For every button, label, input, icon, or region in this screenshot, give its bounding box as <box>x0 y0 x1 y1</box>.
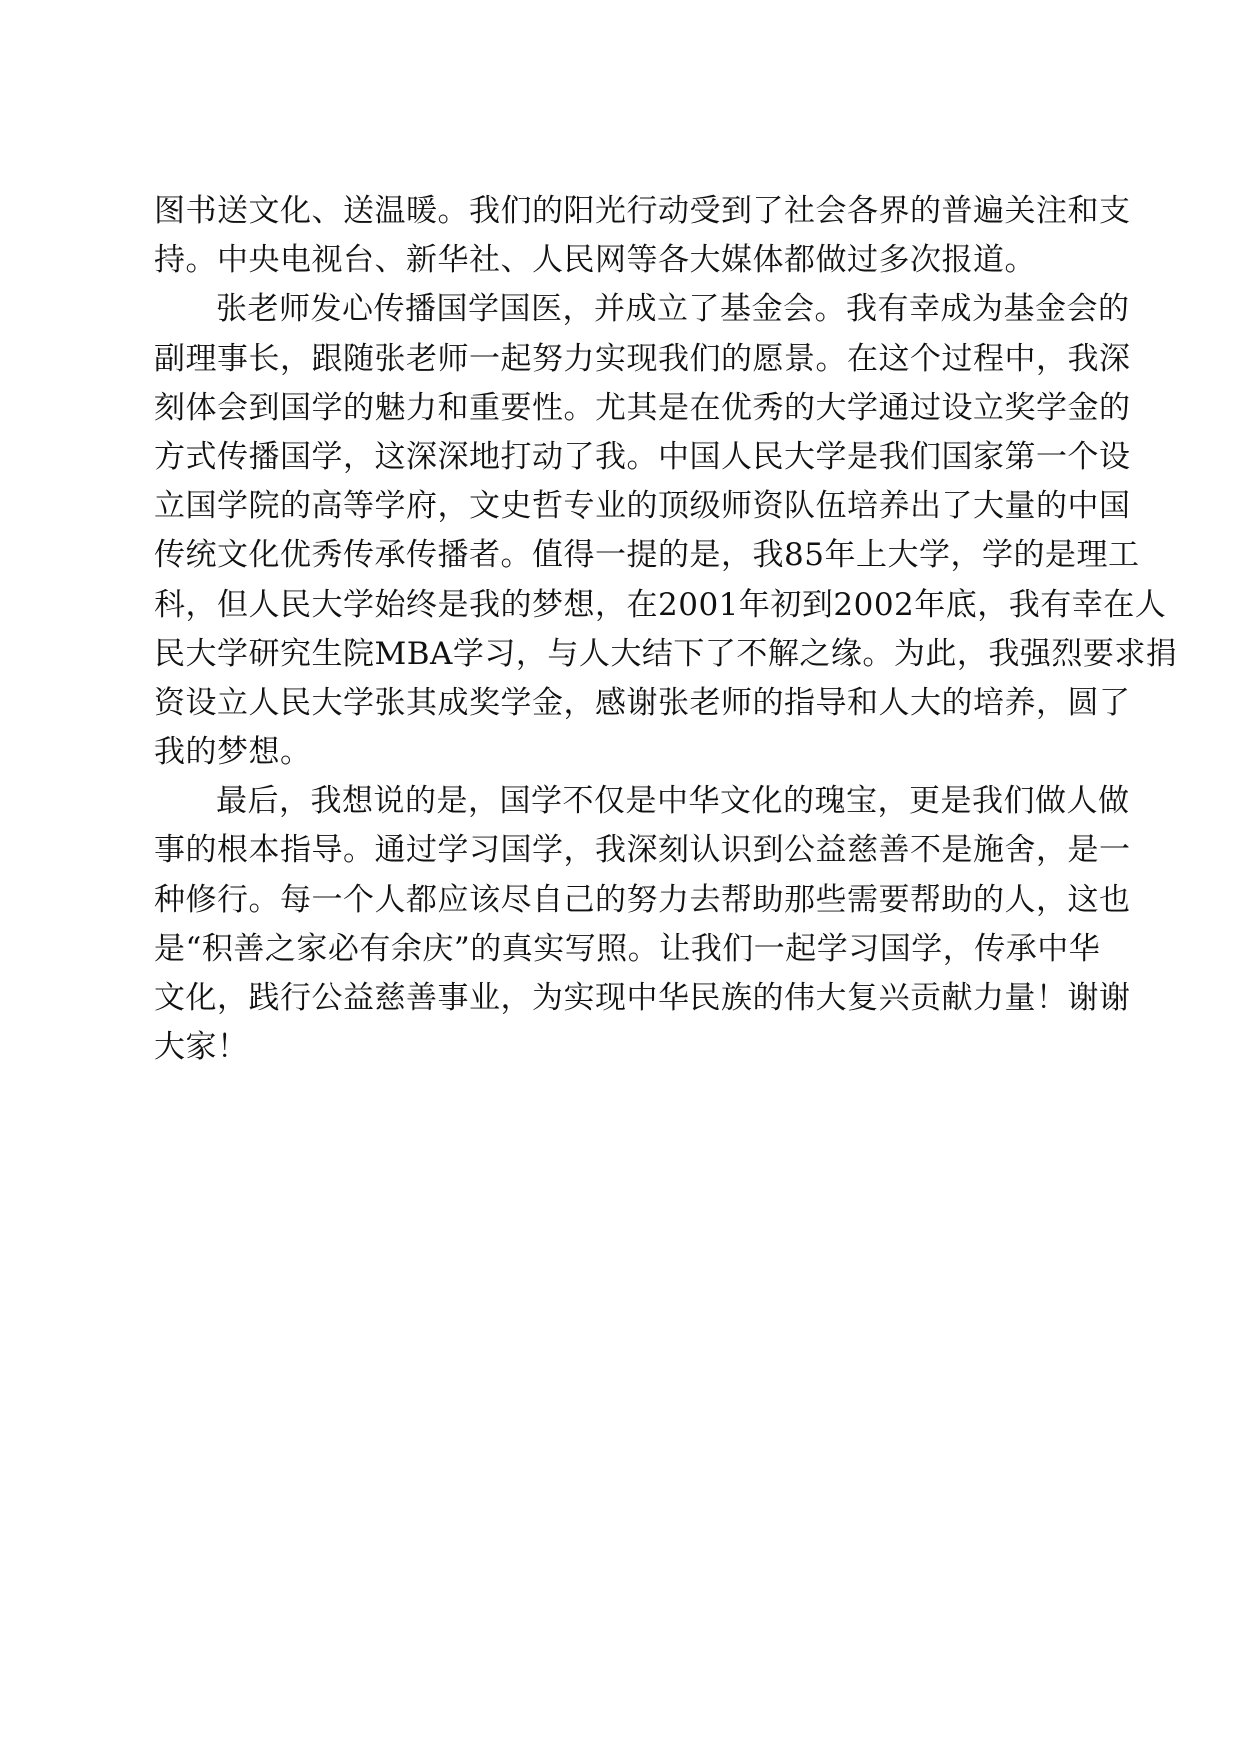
paragraph-line: 刻体会到国学的魅力和重要性。尤其是在优秀的大学通过设立奖学金的 <box>154 389 1131 426</box>
paragraph-line: 我的梦想。 <box>154 734 312 771</box>
paragraph-1 <box>154 187 1131 285</box>
paragraph-line: 最后，我想说的是，国学不仅是中华文化的瑰宝，更是我们做人做 <box>216 783 1130 820</box>
paragraph-line: 持。中央电视台、新华社、人民网等各大媒体都做过多次报道。 <box>154 242 1036 279</box>
paragraph-line: 方式传播国学，这深深地打动了我。中国人民大学是我们国家第一个设 <box>154 438 1131 475</box>
paragraph-line: 资设立人民大学张其成奖学金，感谢张老师的指导和人大的培养，圆了 <box>154 684 1131 721</box>
paragraph-line: 种修行。每一个人都应该尽自己的努力去帮助那些需要帮助的人，这也 <box>154 881 1131 918</box>
paragraph-line: 文化，践行公益慈善事业，为实现中华民族的伟大复兴贡献力量！谢谢 <box>154 980 1131 1016</box>
paragraph-line: 图书送文化、送温暖。我们的阳光行动受到了社会各界的普遍关注和支 <box>154 193 1131 229</box>
paragraph-line: 民大学研究生院MBA学习，与人大结下了不解之缘。为此，我强烈要求捐 <box>154 635 1178 672</box>
paragraph-3 <box>154 777 1131 1072</box>
paragraph-line: 张老师发心传播国学国医，并成立了基金会。我有幸成为基金会的 <box>216 291 1130 328</box>
paragraph-line: 大家！ <box>154 1029 249 1066</box>
paragraph-line: 副理事长，跟随张老师一起努力实现我们的愿景。在这个过程中，我深 <box>154 340 1131 377</box>
paragraph-line: 传统文化优秀传承传播者。值得一提的是，我85年上大学，学的是理工 <box>154 537 1140 574</box>
paragraph-2 <box>154 285 1178 777</box>
paragraph-line: 立国学院的高等学府，文史哲专业的顶级师资队伍培养出了大量的中国 <box>154 488 1131 525</box>
paragraph-line: 事的根本指导。通过学习国学，我深刻认识到公益慈善不是施舍，是一 <box>154 832 1131 869</box>
paragraph-line: 是“积善之家必有余庆”的真实写照。让我们一起学习国学，传承中华 <box>154 930 1101 967</box>
paragraph-line: 科，但人民大学始终是我的梦想，在2001年初到2002年底，我有幸在人 <box>154 586 1167 623</box>
document-body <box>154 187 1178 1072</box>
